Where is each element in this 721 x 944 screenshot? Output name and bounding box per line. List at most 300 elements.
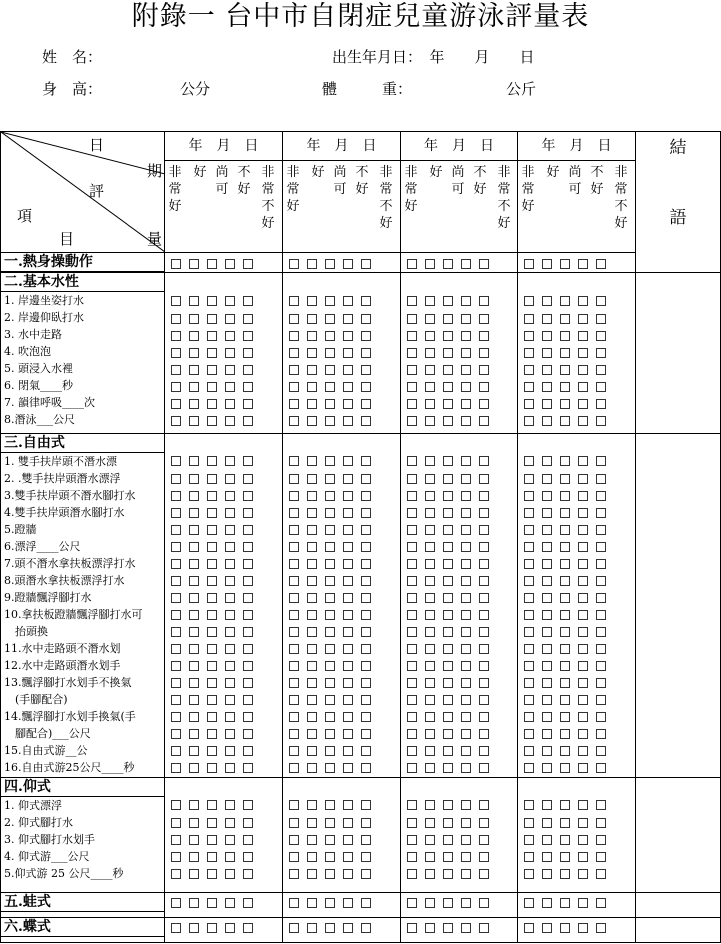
rating-checkbox[interactable] <box>542 627 552 637</box>
rating-checkbox[interactable] <box>343 898 353 908</box>
rating-checkbox[interactable] <box>596 923 606 933</box>
rating-checkbox[interactable] <box>171 678 181 688</box>
rating-checkbox[interactable] <box>307 678 317 688</box>
rating-checkbox[interactable] <box>307 835 317 845</box>
rating-checkbox[interactable] <box>443 348 453 358</box>
rating-checkbox[interactable] <box>560 456 570 466</box>
rating-checkbox[interactable] <box>542 491 552 501</box>
rating-checkbox[interactable] <box>578 852 588 862</box>
rating-checkbox[interactable] <box>542 923 552 933</box>
rating-checkbox[interactable] <box>325 365 335 375</box>
rating-checkbox[interactable] <box>479 644 489 654</box>
rating-checkbox[interactable] <box>225 818 235 828</box>
rating-checkbox[interactable] <box>361 399 371 409</box>
rating-checkbox[interactable] <box>189 746 199 756</box>
rating-checkbox[interactable] <box>407 296 417 306</box>
rating-checkbox[interactable] <box>560 898 570 908</box>
rating-checkbox[interactable] <box>189 348 199 358</box>
rating-checkbox[interactable] <box>524 576 534 586</box>
rating-checkbox[interactable] <box>524 525 534 535</box>
rating-checkbox[interactable] <box>243 800 253 810</box>
rating-checkbox[interactable] <box>425 923 435 933</box>
rating-checkbox[interactable] <box>443 661 453 671</box>
rating-checkbox[interactable] <box>407 416 417 426</box>
rating-checkbox[interactable] <box>207 869 217 879</box>
rating-checkbox[interactable] <box>524 508 534 518</box>
rating-checkbox[interactable] <box>307 898 317 908</box>
rating-checkbox[interactable] <box>578 695 588 705</box>
rating-checkbox[interactable] <box>578 474 588 484</box>
rating-checkbox[interactable] <box>407 559 417 569</box>
rating-checkbox[interactable] <box>171 746 181 756</box>
rating-checkbox[interactable] <box>325 456 335 466</box>
rating-checkbox[interactable] <box>171 542 181 552</box>
rating-checkbox[interactable] <box>207 559 217 569</box>
rating-checkbox[interactable] <box>343 729 353 739</box>
rating-checkbox[interactable] <box>361 729 371 739</box>
rating-checkbox[interactable] <box>578 729 588 739</box>
rating-checkbox[interactable] <box>479 296 489 306</box>
rating-checkbox[interactable] <box>596 610 606 620</box>
rating-checkbox[interactable] <box>343 348 353 358</box>
rating-checkbox[interactable] <box>596 491 606 501</box>
rating-checkbox[interactable] <box>542 729 552 739</box>
rating-checkbox[interactable] <box>425 491 435 501</box>
rating-checkbox[interactable] <box>343 627 353 637</box>
rating-checkbox[interactable] <box>443 296 453 306</box>
rating-checkbox[interactable] <box>425 712 435 722</box>
rating-checkbox[interactable] <box>171 365 181 375</box>
rating-checkbox[interactable] <box>596 869 606 879</box>
rating-checkbox[interactable] <box>524 923 534 933</box>
rating-checkbox[interactable] <box>461 898 471 908</box>
rating-checkbox[interactable] <box>189 729 199 739</box>
rating-checkbox[interactable] <box>361 456 371 466</box>
rating-checkbox[interactable] <box>189 852 199 862</box>
rating-checkbox[interactable] <box>361 800 371 810</box>
rating-checkbox[interactable] <box>289 382 299 392</box>
rating-checkbox[interactable] <box>443 576 453 586</box>
rating-checkbox[interactable] <box>560 314 570 324</box>
rating-checkbox[interactable] <box>443 365 453 375</box>
rating-checkbox[interactable] <box>596 763 606 773</box>
rating-checkbox[interactable] <box>225 712 235 722</box>
rating-checkbox[interactable] <box>243 729 253 739</box>
rating-checkbox[interactable] <box>207 695 217 705</box>
rating-checkbox[interactable] <box>243 508 253 518</box>
rating-checkbox[interactable] <box>361 661 371 671</box>
rating-checkbox[interactable] <box>189 259 199 269</box>
rating-checkbox[interactable] <box>596 695 606 705</box>
rating-checkbox[interactable] <box>443 835 453 845</box>
rating-checkbox[interactable] <box>542 508 552 518</box>
rating-checkbox[interactable] <box>243 695 253 705</box>
rating-checkbox[interactable] <box>596 593 606 603</box>
rating-checkbox[interactable] <box>461 852 471 862</box>
rating-checkbox[interactable] <box>524 644 534 654</box>
rating-checkbox[interactable] <box>343 661 353 671</box>
rating-checkbox[interactable] <box>325 763 335 773</box>
rating-checkbox[interactable] <box>307 416 317 426</box>
rating-checkbox[interactable] <box>207 678 217 688</box>
rating-checkbox[interactable] <box>542 818 552 828</box>
rating-checkbox[interactable] <box>407 661 417 671</box>
rating-checkbox[interactable] <box>425 382 435 392</box>
rating-checkbox[interactable] <box>325 576 335 586</box>
rating-checkbox[interactable] <box>343 382 353 392</box>
rating-checkbox[interactable] <box>361 474 371 484</box>
rating-checkbox[interactable] <box>361 923 371 933</box>
rating-checkbox[interactable] <box>225 474 235 484</box>
rating-checkbox[interactable] <box>443 382 453 392</box>
rating-checkbox[interactable] <box>479 559 489 569</box>
rating-checkbox[interactable] <box>343 869 353 879</box>
rating-checkbox[interactable] <box>225 661 235 671</box>
rating-checkbox[interactable] <box>407 491 417 501</box>
rating-checkbox[interactable] <box>578 661 588 671</box>
rating-checkbox[interactable] <box>189 818 199 828</box>
rating-checkbox[interactable] <box>325 542 335 552</box>
rating-checkbox[interactable] <box>596 644 606 654</box>
rating-checkbox[interactable] <box>425 763 435 773</box>
rating-checkbox[interactable] <box>578 644 588 654</box>
rating-checkbox[interactable] <box>243 348 253 358</box>
rating-checkbox[interactable] <box>307 399 317 409</box>
rating-checkbox[interactable] <box>207 593 217 603</box>
rating-checkbox[interactable] <box>289 712 299 722</box>
rating-checkbox[interactable] <box>325 559 335 569</box>
rating-checkbox[interactable] <box>479 456 489 466</box>
rating-checkbox[interactable] <box>425 627 435 637</box>
rating-checkbox[interactable] <box>578 259 588 269</box>
rating-checkbox[interactable] <box>596 898 606 908</box>
rating-checkbox[interactable] <box>578 314 588 324</box>
rating-checkbox[interactable] <box>542 869 552 879</box>
rating-checkbox[interactable] <box>207 835 217 845</box>
rating-checkbox[interactable] <box>461 559 471 569</box>
rating-checkbox[interactable] <box>207 898 217 908</box>
rating-checkbox[interactable] <box>542 852 552 862</box>
rating-checkbox[interactable] <box>225 382 235 392</box>
rating-checkbox[interactable] <box>407 678 417 688</box>
rating-checkbox[interactable] <box>189 923 199 933</box>
rating-checkbox[interactable] <box>171 763 181 773</box>
rating-checkbox[interactable] <box>289 508 299 518</box>
rating-checkbox[interactable] <box>596 314 606 324</box>
rating-checkbox[interactable] <box>343 800 353 810</box>
rating-checkbox[interactable] <box>596 296 606 306</box>
rating-checkbox[interactable] <box>461 695 471 705</box>
rating-checkbox[interactable] <box>207 542 217 552</box>
rating-checkbox[interactable] <box>407 695 417 705</box>
rating-checkbox[interactable] <box>542 712 552 722</box>
rating-checkbox[interactable] <box>189 898 199 908</box>
rating-checkbox[interactable] <box>171 593 181 603</box>
rating-checkbox[interactable] <box>189 593 199 603</box>
rating-checkbox[interactable] <box>225 678 235 688</box>
rating-checkbox[interactable] <box>189 365 199 375</box>
rating-checkbox[interactable] <box>225 365 235 375</box>
rating-checkbox[interactable] <box>361 296 371 306</box>
rating-checkbox[interactable] <box>542 559 552 569</box>
rating-checkbox[interactable] <box>171 818 181 828</box>
rating-checkbox[interactable] <box>361 746 371 756</box>
rating-checkbox[interactable] <box>461 678 471 688</box>
rating-checkbox[interactable] <box>171 525 181 535</box>
rating-checkbox[interactable] <box>524 678 534 688</box>
rating-checkbox[interactable] <box>596 800 606 810</box>
rating-checkbox[interactable] <box>361 559 371 569</box>
rating-checkbox[interactable] <box>289 542 299 552</box>
rating-checkbox[interactable] <box>343 296 353 306</box>
rating-checkbox[interactable] <box>407 474 417 484</box>
rating-checkbox[interactable] <box>461 593 471 603</box>
rating-checkbox[interactable] <box>524 314 534 324</box>
rating-checkbox[interactable] <box>443 331 453 341</box>
rating-checkbox[interactable] <box>407 593 417 603</box>
rating-checkbox[interactable] <box>207 382 217 392</box>
rating-checkbox[interactable] <box>225 576 235 586</box>
rating-checkbox[interactable] <box>289 365 299 375</box>
rating-checkbox[interactable] <box>479 474 489 484</box>
rating-checkbox[interactable] <box>407 576 417 586</box>
rating-checkbox[interactable] <box>542 456 552 466</box>
rating-checkbox[interactable] <box>307 382 317 392</box>
rating-checkbox[interactable] <box>461 746 471 756</box>
rating-checkbox[interactable] <box>479 627 489 637</box>
rating-checkbox[interactable] <box>407 365 417 375</box>
rating-checkbox[interactable] <box>524 729 534 739</box>
rating-checkbox[interactable] <box>425 348 435 358</box>
rating-checkbox[interactable] <box>343 416 353 426</box>
rating-checkbox[interactable] <box>325 314 335 324</box>
rating-checkbox[interactable] <box>596 416 606 426</box>
rating-checkbox[interactable] <box>207 712 217 722</box>
rating-checkbox[interactable] <box>560 525 570 535</box>
rating-checkbox[interactable] <box>343 763 353 773</box>
rating-checkbox[interactable] <box>425 852 435 862</box>
rating-checkbox[interactable] <box>479 852 489 862</box>
rating-checkbox[interactable] <box>578 365 588 375</box>
rating-checkbox[interactable] <box>361 593 371 603</box>
rating-checkbox[interactable] <box>578 542 588 552</box>
rating-checkbox[interactable] <box>578 508 588 518</box>
rating-checkbox[interactable] <box>307 712 317 722</box>
rating-checkbox[interactable] <box>407 508 417 518</box>
rating-checkbox[interactable] <box>578 898 588 908</box>
rating-checkbox[interactable] <box>407 746 417 756</box>
rating-checkbox[interactable] <box>524 869 534 879</box>
rating-checkbox[interactable] <box>596 729 606 739</box>
rating-checkbox[interactable] <box>325 869 335 879</box>
rating-checkbox[interactable] <box>425 610 435 620</box>
rating-checkbox[interactable] <box>361 644 371 654</box>
rating-checkbox[interactable] <box>289 610 299 620</box>
rating-checkbox[interactable] <box>461 456 471 466</box>
rating-checkbox[interactable] <box>207 576 217 586</box>
rating-checkbox[interactable] <box>425 729 435 739</box>
rating-checkbox[interactable] <box>307 542 317 552</box>
rating-checkbox[interactable] <box>225 508 235 518</box>
rating-checkbox[interactable] <box>225 898 235 908</box>
rating-checkbox[interactable] <box>243 259 253 269</box>
rating-checkbox[interactable] <box>443 627 453 637</box>
rating-checkbox[interactable] <box>542 416 552 426</box>
rating-checkbox[interactable] <box>307 923 317 933</box>
rating-checkbox[interactable] <box>425 314 435 324</box>
rating-checkbox[interactable] <box>479 593 489 603</box>
rating-checkbox[interactable] <box>524 627 534 637</box>
rating-checkbox[interactable] <box>542 296 552 306</box>
rating-checkbox[interactable] <box>207 746 217 756</box>
rating-checkbox[interactable] <box>425 508 435 518</box>
rating-checkbox[interactable] <box>443 259 453 269</box>
rating-checkbox[interactable] <box>307 818 317 828</box>
rating-checkbox[interactable] <box>443 491 453 501</box>
rating-checkbox[interactable] <box>361 525 371 535</box>
rating-checkbox[interactable] <box>243 818 253 828</box>
rating-checkbox[interactable] <box>189 627 199 637</box>
rating-checkbox[interactable] <box>207 416 217 426</box>
rating-checkbox[interactable] <box>596 365 606 375</box>
rating-checkbox[interactable] <box>207 610 217 620</box>
rating-checkbox[interactable] <box>243 869 253 879</box>
rating-checkbox[interactable] <box>325 331 335 341</box>
rating-checkbox[interactable] <box>307 627 317 637</box>
rating-checkbox[interactable] <box>307 610 317 620</box>
rating-checkbox[interactable] <box>425 331 435 341</box>
rating-checkbox[interactable] <box>443 712 453 722</box>
rating-checkbox[interactable] <box>307 661 317 671</box>
rating-checkbox[interactable] <box>578 746 588 756</box>
rating-checkbox[interactable] <box>443 729 453 739</box>
rating-checkbox[interactable] <box>407 644 417 654</box>
rating-checkbox[interactable] <box>596 331 606 341</box>
rating-checkbox[interactable] <box>207 348 217 358</box>
rating-checkbox[interactable] <box>361 835 371 845</box>
rating-checkbox[interactable] <box>425 661 435 671</box>
rating-checkbox[interactable] <box>596 382 606 392</box>
rating-checkbox[interactable] <box>407 800 417 810</box>
rating-checkbox[interactable] <box>542 576 552 586</box>
rating-checkbox[interactable] <box>578 678 588 688</box>
rating-checkbox[interactable] <box>243 923 253 933</box>
rating-checkbox[interactable] <box>596 559 606 569</box>
rating-checkbox[interactable] <box>461 542 471 552</box>
rating-checkbox[interactable] <box>407 898 417 908</box>
rating-checkbox[interactable] <box>189 576 199 586</box>
rating-checkbox[interactable] <box>325 525 335 535</box>
rating-checkbox[interactable] <box>207 661 217 671</box>
rating-checkbox[interactable] <box>479 399 489 409</box>
rating-checkbox[interactable] <box>207 525 217 535</box>
rating-checkbox[interactable] <box>171 416 181 426</box>
rating-checkbox[interactable] <box>443 800 453 810</box>
rating-checkbox[interactable] <box>361 852 371 862</box>
rating-checkbox[interactable] <box>307 576 317 586</box>
rating-checkbox[interactable] <box>560 746 570 756</box>
rating-checkbox[interactable] <box>596 259 606 269</box>
rating-checkbox[interactable] <box>560 259 570 269</box>
rating-checkbox[interactable] <box>407 869 417 879</box>
rating-checkbox[interactable] <box>560 835 570 845</box>
rating-checkbox[interactable] <box>443 508 453 518</box>
rating-checkbox[interactable] <box>524 491 534 501</box>
rating-checkbox[interactable] <box>171 314 181 324</box>
rating-checkbox[interactable] <box>560 678 570 688</box>
rating-checkbox[interactable] <box>578 559 588 569</box>
rating-checkbox[interactable] <box>207 331 217 341</box>
rating-checkbox[interactable] <box>407 331 417 341</box>
rating-checkbox[interactable] <box>307 800 317 810</box>
rating-checkbox[interactable] <box>343 923 353 933</box>
rating-checkbox[interactable] <box>407 852 417 862</box>
rating-checkbox[interactable] <box>189 296 199 306</box>
rating-checkbox[interactable] <box>171 923 181 933</box>
rating-checkbox[interactable] <box>542 474 552 484</box>
rating-checkbox[interactable] <box>578 348 588 358</box>
rating-checkbox[interactable] <box>243 491 253 501</box>
rating-checkbox[interactable] <box>325 259 335 269</box>
rating-checkbox[interactable] <box>407 348 417 358</box>
rating-checkbox[interactable] <box>542 644 552 654</box>
rating-checkbox[interactable] <box>578 763 588 773</box>
rating-checkbox[interactable] <box>225 491 235 501</box>
rating-checkbox[interactable] <box>307 593 317 603</box>
rating-checkbox[interactable] <box>524 712 534 722</box>
rating-checkbox[interactable] <box>425 365 435 375</box>
rating-checkbox[interactable] <box>189 712 199 722</box>
rating-checkbox[interactable] <box>361 818 371 828</box>
rating-checkbox[interactable] <box>479 525 489 535</box>
rating-checkbox[interactable] <box>243 525 253 535</box>
rating-checkbox[interactable] <box>361 610 371 620</box>
rating-checkbox[interactable] <box>361 491 371 501</box>
rating-checkbox[interactable] <box>524 365 534 375</box>
rating-checkbox[interactable] <box>325 835 335 845</box>
rating-checkbox[interactable] <box>325 729 335 739</box>
rating-checkbox[interactable] <box>243 746 253 756</box>
rating-checkbox[interactable] <box>207 259 217 269</box>
rating-checkbox[interactable] <box>542 593 552 603</box>
rating-checkbox[interactable] <box>542 365 552 375</box>
rating-checkbox[interactable] <box>171 382 181 392</box>
rating-checkbox[interactable] <box>578 525 588 535</box>
rating-checkbox[interactable] <box>307 644 317 654</box>
rating-checkbox[interactable] <box>578 456 588 466</box>
rating-checkbox[interactable] <box>207 399 217 409</box>
rating-checkbox[interactable] <box>325 898 335 908</box>
rating-checkbox[interactable] <box>479 610 489 620</box>
rating-checkbox[interactable] <box>307 746 317 756</box>
rating-checkbox[interactable] <box>524 399 534 409</box>
rating-checkbox[interactable] <box>343 259 353 269</box>
rating-checkbox[interactable] <box>307 348 317 358</box>
rating-checkbox[interactable] <box>560 661 570 671</box>
rating-checkbox[interactable] <box>225 542 235 552</box>
rating-checkbox[interactable] <box>425 474 435 484</box>
rating-checkbox[interactable] <box>461 729 471 739</box>
rating-checkbox[interactable] <box>461 382 471 392</box>
rating-checkbox[interactable] <box>307 508 317 518</box>
rating-checkbox[interactable] <box>289 852 299 862</box>
rating-checkbox[interactable] <box>289 898 299 908</box>
rating-checkbox[interactable] <box>596 852 606 862</box>
rating-checkbox[interactable] <box>325 491 335 501</box>
rating-checkbox[interactable] <box>524 348 534 358</box>
rating-checkbox[interactable] <box>407 818 417 828</box>
rating-checkbox[interactable] <box>243 296 253 306</box>
